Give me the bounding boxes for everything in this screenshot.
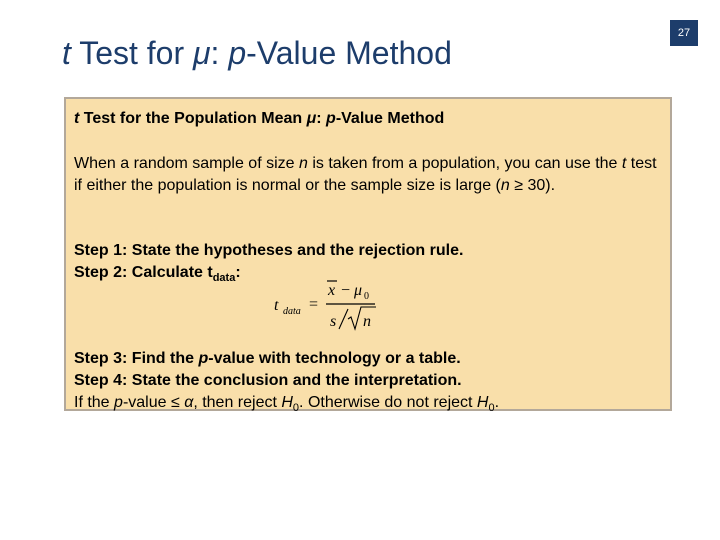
slide-title-part: Test for (70, 35, 194, 71)
t-statistic-formula (272, 277, 392, 333)
sqrt-icon (348, 307, 376, 329)
box-title-mu: μ (306, 110, 317, 127)
rule-text: . (494, 394, 500, 411)
rule-text: -value ≤ (122, 394, 185, 411)
rule-h-sub: 0 (488, 402, 495, 415)
box-title-part: : (316, 110, 327, 127)
step-2-t: t (207, 264, 213, 281)
step-2-sub: data (212, 272, 236, 285)
step-3 (74, 348, 499, 370)
box-title-part: Test for the Population Mean (79, 110, 307, 127)
formula-mu-sub: 0 (364, 291, 369, 302)
formula-xbar: x (328, 282, 336, 299)
intro-text: is taken from a population, you can use the (307, 155, 622, 172)
step-1: Step 1: State the hypotheses and the rejection rule. (74, 242, 464, 259)
formula-minus: − (341, 282, 351, 299)
slide-title-p: p (228, 35, 247, 71)
formula-t-sub: data (283, 306, 301, 317)
step-2-colon: : (235, 264, 241, 281)
rule-text: , then reject (193, 394, 282, 411)
rule-h: H (281, 394, 293, 411)
slide-title-part: : (210, 35, 229, 71)
step-3-p: p (198, 350, 209, 367)
rule-text: . Otherwise do not reject (299, 394, 477, 411)
box-title-part: -Value Method (335, 110, 445, 127)
formula-mu: μ (354, 282, 363, 299)
step-3-text: -value with technology or a table. (208, 350, 461, 367)
step-2 (74, 262, 463, 289)
rule-text: If the (74, 394, 115, 411)
box-title (74, 110, 444, 128)
intro-n: n (500, 177, 510, 194)
intro-text: When a random sample of size (74, 155, 299, 172)
intro-n: n (299, 155, 308, 172)
decision-rule (74, 392, 499, 419)
rule-h-sub: 0 (292, 402, 300, 415)
box-title-t: t (74, 110, 80, 127)
formula-t: t (274, 297, 279, 314)
rule-h: H (476, 394, 489, 411)
formula-n: n (363, 313, 371, 330)
slide-title-mu: μ (193, 35, 211, 71)
intro-text: ≥ 30). (509, 177, 556, 194)
steps-3-4-rule (74, 348, 499, 419)
step-4: Step 4: State the conclusion and the interpretation. (74, 372, 462, 389)
page-number-badge: 27 (670, 20, 698, 46)
intro-t: t (621, 155, 627, 172)
step-2-text: Step 2: Calculate (74, 264, 208, 281)
step-3-text: Step 3: Find the (74, 350, 199, 367)
box-title-p: p (326, 110, 336, 127)
slide-title-t: t (62, 35, 71, 71)
intro-paragraph (74, 153, 664, 197)
steps-1-2 (74, 240, 463, 289)
rule-p: p (114, 394, 123, 411)
intro-text: test if either the population is normal or the sample size is large ( (74, 155, 657, 194)
slide-title-part: -Value Method (246, 35, 452, 71)
rule-alpha: α (184, 394, 194, 411)
division-slash (339, 309, 348, 329)
definition-box (64, 97, 672, 415)
formula-equals: = (309, 296, 319, 313)
slide-title (62, 34, 452, 72)
formula-s: s (330, 313, 337, 330)
